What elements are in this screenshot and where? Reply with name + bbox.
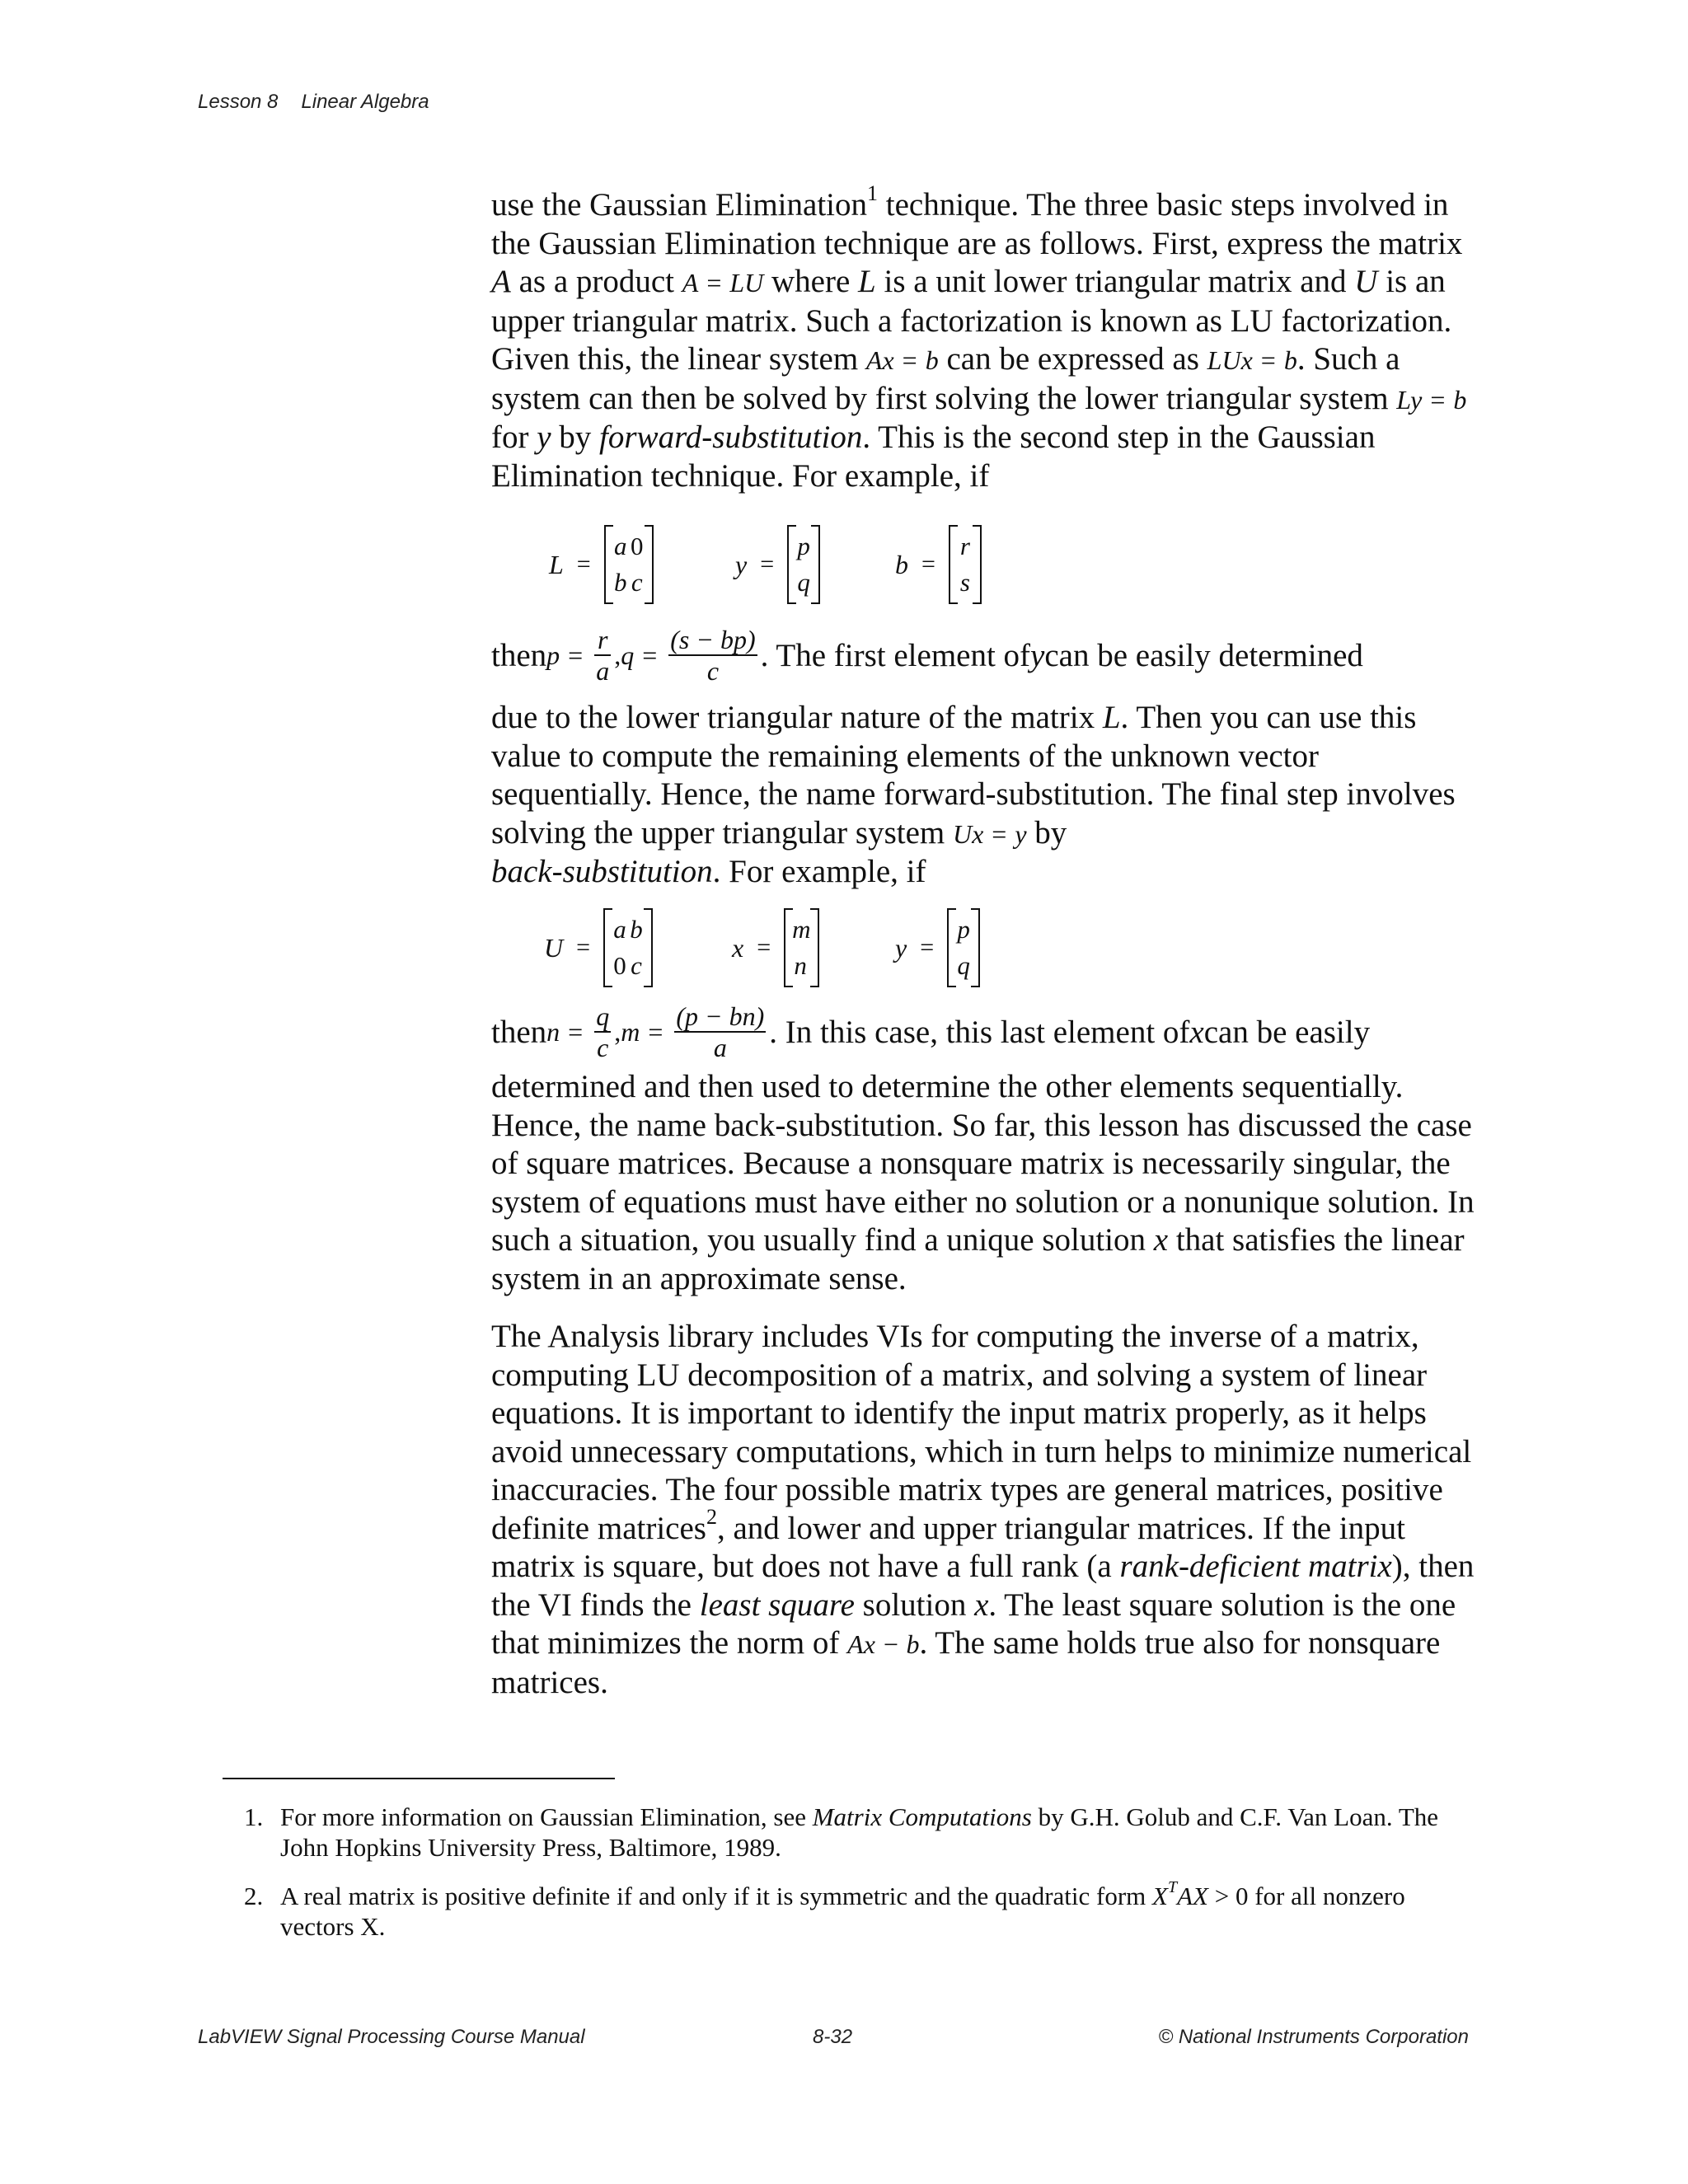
var-U: U (1354, 264, 1378, 299)
text: , and lower and upper triangular matrices. If the input matrix is square, but does not have a full rank (a (491, 1510, 1405, 1584)
equation-m: ,m = (614, 1016, 663, 1047)
vector-b: b = r s (895, 519, 982, 610)
fraction-p-bn-over-a: $\frac{(p - bn)}{a}$ (676, 1001, 765, 1062)
text: solution (854, 1586, 975, 1623)
var-x: x (974, 1586, 989, 1623)
footnote-ref-1[interactable]: 1 (867, 181, 879, 205)
fraction-r-over-a: $\frac{r}{a}$ (596, 625, 610, 686)
equation-Ax-b: Ax = b (865, 345, 939, 375)
equation-quadratic-form: $X^TAX > 0$ (1152, 1877, 1249, 1910)
footer-copyright: © National Instruments Corporation (1158, 2026, 1469, 2048)
equation-p: p = (546, 640, 584, 670)
text: The Analysis library includes VIs for computing the inverse of a matrix, computing LU decomposition of a matrix, and solving a system of linear equations. It is important to identify the input matrix properly, as it helps avoid unnecessary computations, which in turn helps to minimize numerical inaccuracies. The four possible matrix types are general matrices, positive definite matrices (491, 1319, 1472, 1546)
text: . This is the second step in the Gaussian Elimination technique. For example, if (491, 419, 1376, 494)
solution-line-forward (491, 618, 1480, 692)
term-rank-deficient-matrix: rank-deficient matrix (1119, 1549, 1392, 1584)
text: as a product (510, 264, 682, 299)
text: by (1026, 814, 1067, 851)
vector-x: x = m n (732, 902, 819, 993)
footnote-1 (244, 1802, 1447, 1879)
equation-n: n = (546, 1016, 584, 1047)
equation-Ux-y: Ux = y (952, 818, 1027, 849)
text: can be expressed as (938, 341, 1207, 377)
equation-Ax-minus-b: Ax − b (847, 1629, 920, 1659)
vector-y: y = p q (735, 519, 820, 610)
text: . Such a system can then be solved by first solving the lower triangular system (491, 341, 1400, 416)
text: . For example, if (712, 854, 926, 889)
term-forward-substitution: forward-substitution (599, 419, 863, 455)
text: for all nonzero vectors X. (280, 1882, 1405, 1941)
var-L: L (1102, 700, 1121, 735)
text: is an upper triangular matrix. Such a factorization is known as LU factorization. Given this, the linear system (491, 264, 1452, 377)
matrix-equation-U-x-y (491, 902, 1068, 993)
footnote-number: 2. (244, 1882, 264, 1910)
text: then (491, 1014, 547, 1050)
text: . The same holds true also for nonsquare matrices. (491, 1625, 1441, 1700)
text: determined and then used to determine the other elements sequentially. Hence, the name back-substitution. So far, this lesson has discussed the case of square matrices. Because a nonsquare matrix is necessarily singular, the system of equations must have either no solution or a nonunique solution. In such a situation, you usually find a unique solution (491, 1069, 1475, 1258)
text: by G.H. Golub and C.F. Van Loan. The John Hopkins University Press, Baltimore, 1989. (280, 1802, 1439, 1862)
footnote-divider (223, 1778, 615, 1779)
paragraph-forward-substitution (491, 699, 1480, 892)
footnote-2 (244, 1877, 1447, 1958)
equation-A-LU: A = LU (682, 268, 764, 298)
running-header (198, 91, 429, 114)
text: that satisfies the linear system in an approximate sense. (491, 1222, 1465, 1296)
var-y: y (537, 419, 551, 455)
vector-y: y = p q (895, 902, 980, 993)
var-A: A (491, 264, 511, 299)
paragraph-analysis-library (491, 1318, 1480, 1702)
paragraph-back-substitution (491, 1068, 1480, 1298)
text: technique. The three basic steps involved in the Gaussian Elimination technique are as follows. First, express the matrix (491, 187, 1463, 261)
matrix-U: U = a b 0 c (544, 902, 653, 993)
term-back-substitution: back-substitution (491, 854, 713, 889)
var-x: x (1189, 1014, 1204, 1050)
text: then (491, 637, 547, 673)
text: . The least square solution is the one that minimizes the norm of (491, 1586, 1456, 1661)
text: for (491, 419, 537, 455)
matrix-L: L = a 0 b c (549, 519, 654, 610)
text: can be easily determined (1044, 637, 1363, 673)
var-L: L (858, 264, 876, 299)
text: can be easily (1203, 1014, 1371, 1050)
text: by (551, 419, 600, 455)
text: For more information on Gaussian Elimination, see (280, 1802, 813, 1831)
matrix-equation-L-y-b (491, 519, 1068, 610)
var-y: y (1030, 637, 1045, 673)
equation-q: ,q = (614, 640, 658, 670)
equation-Ly-b: Ly = b (1396, 384, 1467, 415)
equation-LUx-b: LUx = b (1207, 345, 1297, 375)
book-title: Matrix Computations (812, 1802, 1032, 1831)
header-title: Linear Algebra (301, 91, 429, 113)
footer-page-number: 8-32 (813, 2026, 853, 2048)
text: due to the lower triangular nature of the matrix (491, 700, 1103, 735)
solution-line-back (491, 995, 1480, 1069)
footer-manual-title: LabVIEW Signal Processing Course Manual (198, 2026, 585, 2048)
footnote-ref-2[interactable]: 2 (706, 1504, 717, 1529)
text: . The first element of (760, 637, 1031, 673)
var-x: x (1153, 1222, 1169, 1258)
fraction-q-over-c: $\frac{q}{c}$ (596, 1001, 610, 1062)
term-least-square: least square (699, 1586, 855, 1623)
text: where (763, 264, 859, 299)
text: . Then you can use this value to compute the remaining elements of the unknown vector sequentially. Hence, the name forward-substitution. The final step involves solving the upper triangular system (491, 700, 1456, 851)
fraction-s-bp-over-c: $\frac{(s - bp)}{c}$ (670, 625, 756, 686)
footnote-number: 1. (244, 1802, 264, 1831)
text: A real matrix is positive definite if and only if it is symmetric and the quadratic form (280, 1882, 1153, 1910)
text: is a unit lower triangular matrix and (875, 264, 1355, 299)
text: . In this case, this last element of (769, 1014, 1190, 1050)
text: ), then the VI finds the (491, 1549, 1475, 1623)
text: use the Gaussian Elimination (491, 187, 868, 223)
header-lesson: Lesson 8 (198, 91, 279, 113)
paragraph-gaussian-elimination (491, 181, 1480, 495)
